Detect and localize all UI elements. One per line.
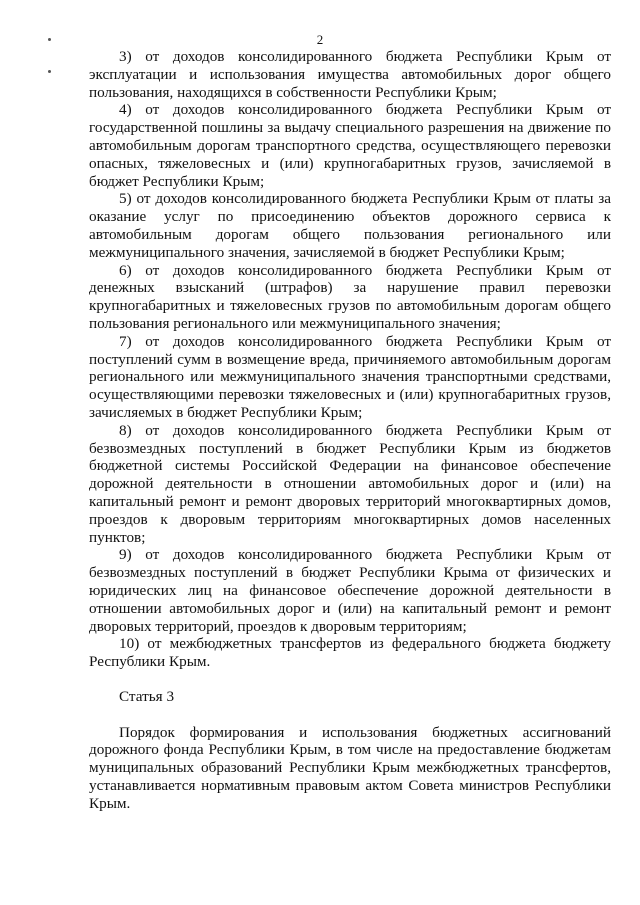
article-heading: Статья 3 xyxy=(119,687,175,705)
list-item-10: 10) от межбюджетных трансфертов из федерального бюджета бюджету Республики Крым. xyxy=(89,635,611,671)
list-item-4: 4) от доходов консолидированного бюджета Республики Крым от государственной пошлины за выдачу специального разрешения на движение по автомобильным дорогам транспортного средства, осуществляющего перевозки опасных, тяжеловесных и (или) крупногабаритных грузов, зачисляемой в бюджет Республики Крым; xyxy=(89,101,611,190)
list-item-7: 7) от доходов консолидированного бюджета Республики Крым от поступлений сумм в возмещение вреда, причиняемого автомобильным дорогам регионального или межмуниципального значения транспортными средствами, осуществляющими перевозки тяжеловесных и (или) крупногабаритных грузов, зачисляемых в бюджет Республики Крым; xyxy=(89,332,611,421)
list-item-3: 3) от доходов консолидированного бюджета Республики Крым от эксплуатации и использования имущества автомобильных дорог общего пользования, находящихся в собственности Республики Крым; xyxy=(89,48,611,101)
document-body xyxy=(89,48,611,813)
scan-artifact-dot xyxy=(48,70,51,73)
list-item-6: 6) от доходов консолидированного бюджета Республики Крым от денежных взысканий (штрафов) за нарушение правил перевозки крупногабаритных и тяжеловесных грузов по автомобильным дорогам общего пользования регионального или межмуниципального значения; xyxy=(89,261,611,332)
list-item-8: 8) от доходов консолидированного бюджета Республики Крым от безвозмездных поступлений в бюджет Республики Крым из бюджетов бюджетной системы Российской Федерации на финансовое обеспечение дорожной деятельности в отношении автомобильных дорог и (или) на капитальный ремонт и ремонт дворовых территорий многоквартирных домов, проездов к дворовым территориям многоквартирных домов населенных пунктов; xyxy=(89,421,611,546)
article-paragraph: Порядок формирования и использования бюджетных ассигнований дорожного фонда Республики Крым, в том числе на предоставление бюджетам муниципальных образований Республики Крым межбюджетных трансфертов, устанавливается нормативным правовым актом Совета министров Республики Крым. xyxy=(89,723,611,812)
page-number: 2 xyxy=(316,32,324,47)
list-item-9: 9) от доходов консолидированного бюджета Республики Крым от безвозмездных поступлений в бюджет Республики Крыма от физических и юридических лиц на финансовое обеспечение дорожной деятельности в отношении автомобильных дорог и (или) на капитальный ремонт и ремонт дворовых территорий, проездов к дворовым территориям; xyxy=(89,546,611,635)
scan-artifact-dot xyxy=(48,38,51,41)
list-item-5: 5) от доходов консолидированного бюджета Республики Крым от платы за оказание услуг по присоединению объектов дорожного сервиса к автомобильным дорогам общего пользования регионального или межмуниципального значения, зачисляемой в бюджет Республики Крым; xyxy=(89,190,611,261)
